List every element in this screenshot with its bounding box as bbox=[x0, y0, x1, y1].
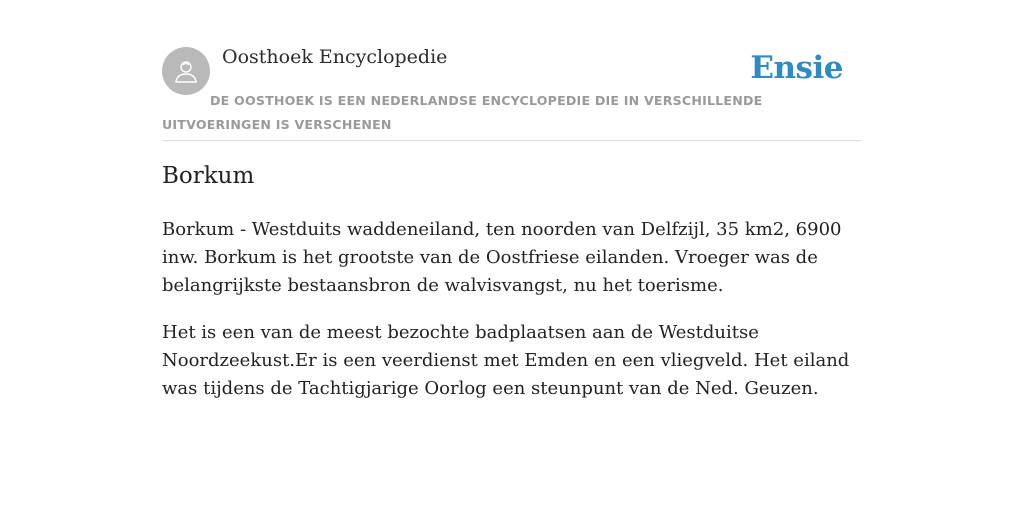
article-paragraph-1: Borkum - Westduits waddeneiland, ten noorden van Delfzijl, 35 km2, 6900 inw. Borkum is het grootste van de Oostfriese eilanden. Vroeger was de belangrijkste bestaansbron de walvisvangst, nu het toerisme. bbox=[162, 219, 842, 296]
article-title: Borkum bbox=[162, 163, 255, 189]
brand-logo[interactable]: Ensie bbox=[750, 50, 843, 86]
article-paragraph-2: Het is een van de meest bezochte badplaatsen aan de Westduitse Noordzeekust.Er is een veerdienst met Emden en een vliegveld. Het eiland was tijdens de Tachtigjarige Oorlog een steunpunt van de Ned. Geuzen. bbox=[162, 322, 850, 399]
source-avatar[interactable] bbox=[162, 47, 210, 95]
source-tagline: DE OOSTHOEK IS EEN NEDERLANDSE ENCYCLOPEDIE DIE IN VERSCHILLENDE UITVOERINGEN IS VERSCHENEN bbox=[162, 93, 763, 132]
page bbox=[162, 0, 862, 399]
header bbox=[162, 0, 862, 141]
source-name[interactable]: Oosthoek Encyclopedie bbox=[222, 46, 448, 68]
user-icon bbox=[171, 56, 201, 86]
